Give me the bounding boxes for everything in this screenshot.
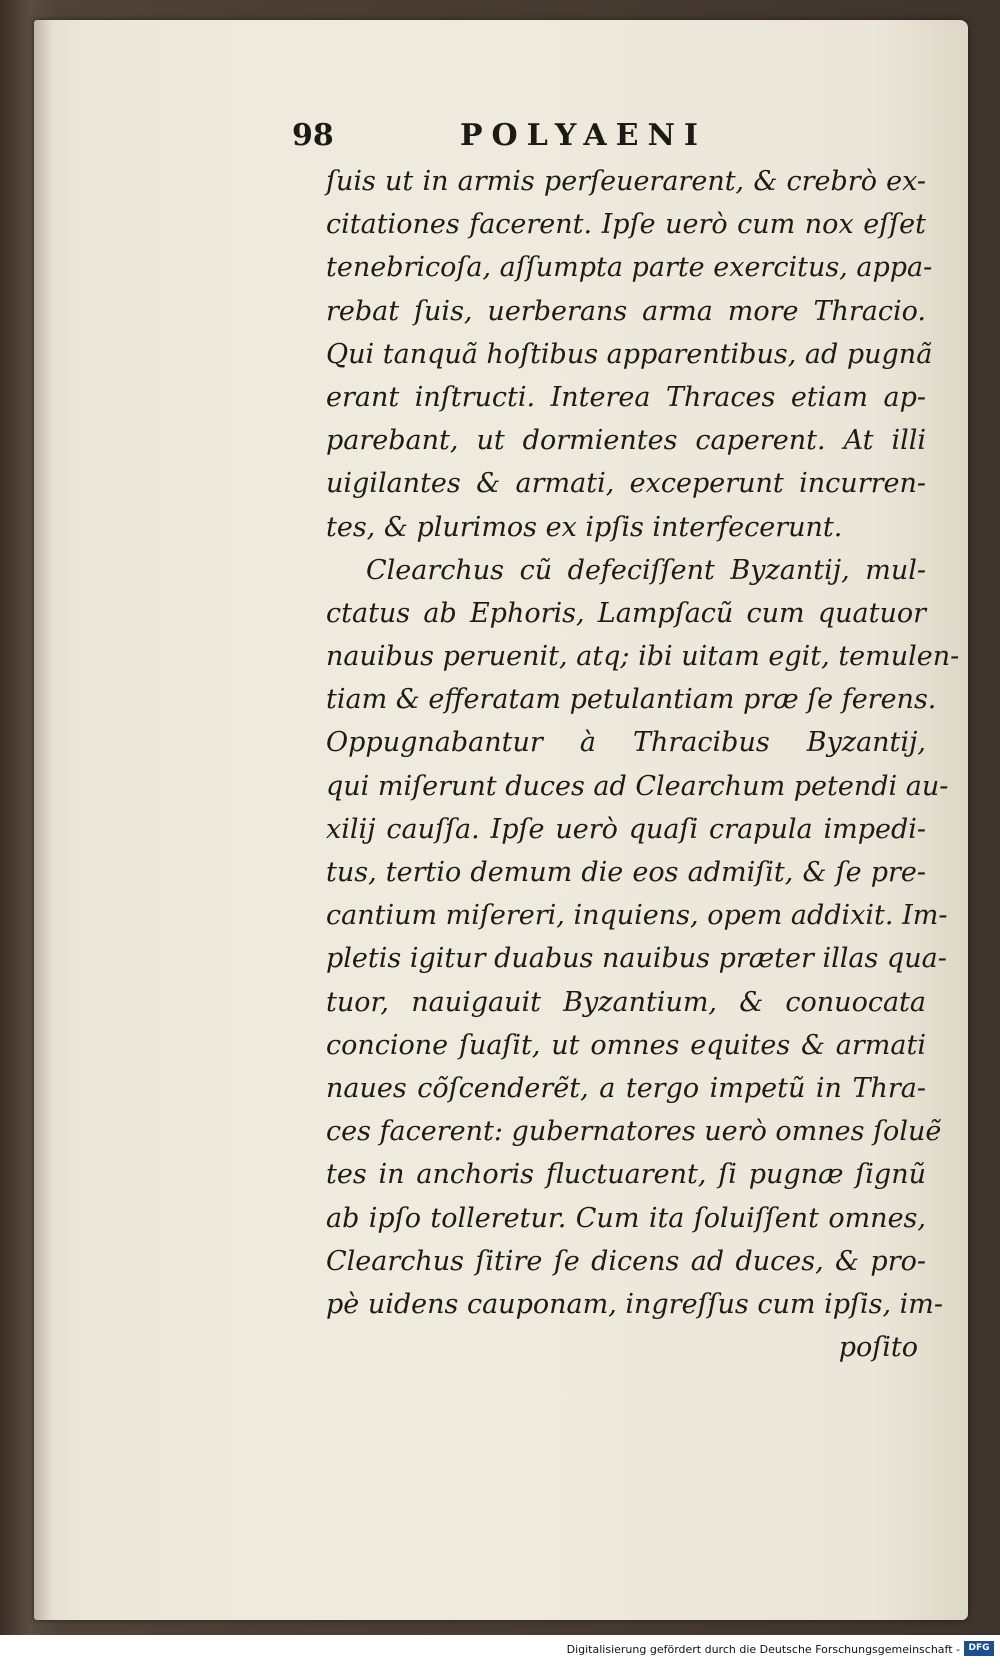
dfg-logo-icon: DFG bbox=[964, 1641, 994, 1656]
text-line: pè uidens cauponam, ingreſſus cum ipſis, im- bbox=[326, 1288, 943, 1320]
paragraph-start-line: Clearchus cũ defeciſſent Byzantij, mul- bbox=[366, 554, 926, 586]
text-line: tes, & plurimos ex ipſis interfecerunt. bbox=[326, 511, 843, 543]
text-line: tus, tertio demum die eos admiſit, & ſe pre- bbox=[326, 857, 926, 888]
text-line: Qui tanquã hoſtibus apparentibus, ad pugnã bbox=[326, 338, 933, 370]
catchword: poſito bbox=[838, 1332, 918, 1364]
text-line: naues cõſcenderẽt, a tergo impetũ in Thra- bbox=[326, 1072, 926, 1104]
text-line: Oppugnabantur à Thracibus Byzantij, bbox=[326, 727, 926, 759]
text-line: ces facerent: gubernatores uerò omnes ſoluẽ bbox=[326, 1116, 942, 1148]
text-line: tiam & efferatam petulantiam præ ſe ferens. bbox=[326, 684, 937, 716]
text-line: pletis igitur duabus nauibus præter illas qua- bbox=[326, 943, 947, 975]
funding-credit: Digitalisierung gefördert durch die Deutsche Forschungsgemeinschaft - bbox=[566, 1643, 960, 1656]
text-line: ſuis ut in armis perſeuerarent, & crebrò ex- bbox=[326, 166, 926, 197]
page-number: 98 bbox=[292, 118, 334, 153]
text-line: cantium miſereri, inquiens, opem addixit. Im- bbox=[326, 900, 948, 932]
digitization-footer bbox=[0, 1635, 1000, 1666]
text-line: Clearchus ſitire ſe dicens ad duces, & pro- bbox=[326, 1245, 926, 1277]
text-line: uigilantes & armati, exceperunt incurren- bbox=[326, 468, 926, 500]
running-head: POLYAENI bbox=[460, 118, 707, 153]
text-line: qui miſerunt duces ad Clearchum petendi au- bbox=[326, 770, 949, 802]
text-line: citationes facerent. Ipſe uerò cum nox eſſet bbox=[326, 209, 926, 241]
text-line: tes in anchoris fluctuarent, ſi pugnæ ſignũ bbox=[326, 1159, 926, 1191]
text-line: concione ſuaſit, ut omnes equites & armati bbox=[326, 1029, 926, 1061]
text-line: ab ipſo tolleretur. Cum ita ſoluiſſent omnes, bbox=[326, 1202, 926, 1234]
text-line: tuor, nauigauit Byzantium, & conuocata bbox=[326, 986, 926, 1018]
text-line: ctatus ab Ephoris, Lampſacũ cum quatuor bbox=[326, 597, 926, 629]
text-line: xilij cauſſa. Ipſe uerò quaſi crapula impedi- bbox=[326, 813, 926, 845]
body-text bbox=[326, 160, 960, 1369]
text-line: erant inſtructi. Interea Thraces etiam ap- bbox=[326, 381, 926, 413]
text-line: rebat ſuis, uerberans arma more Thracio. bbox=[326, 295, 926, 327]
text-line: nauibus peruenit, atq; ibi uitam egit, temulen- bbox=[326, 641, 960, 673]
text-line: parebant, ut dormientes caperent. At illi bbox=[326, 425, 926, 457]
text-line: tenebricoſa, aſſumpta parte exercitus, appa- bbox=[326, 252, 933, 284]
